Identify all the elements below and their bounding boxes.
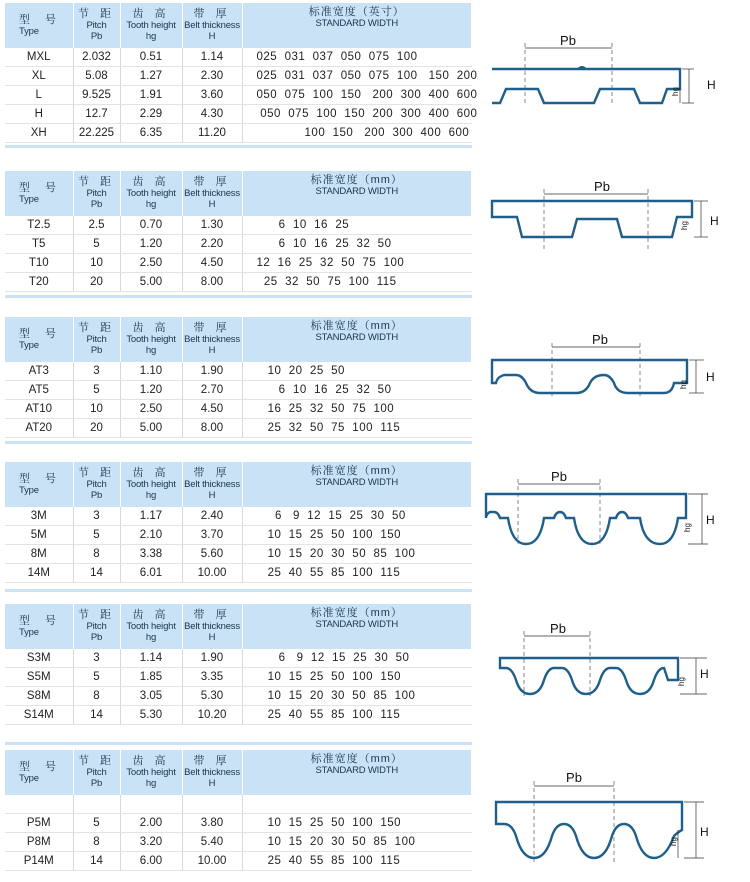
header-pitch: 节 距 Pitch Pb — [73, 462, 120, 507]
table-row: P14M 14 6.00 10.00 25 40 55 85 100 115 — [5, 852, 472, 871]
header-pitch: 节 距 Pitch Pb — [73, 3, 120, 48]
pitch-label: Pb — [551, 469, 567, 484]
spec-table-at — [5, 317, 472, 438]
table-row: AT20 20 5.00 8.00 25 32 50 75 100 115 — [5, 419, 472, 438]
table-row: MXL 2.032 0.51 1.14 025 031 037 050 075 100 — [5, 48, 472, 67]
header-thickness: 带 厚 Belt thickness H — [182, 317, 242, 362]
belt-profile-diagram-at — [482, 327, 722, 407]
tooth-label: hg — [679, 380, 688, 389]
header-type: 型 号 Type — [5, 317, 73, 362]
header-thickness: 带 厚 Belt thickness H — [182, 171, 242, 216]
table-row: XH 22.225 6.35 11.20 100 150 200 300 400 600 — [5, 124, 472, 143]
header-width: 标准宽度（英寸） STANDARD WIDTH — [242, 3, 472, 48]
spec-table-p — [5, 750, 472, 871]
table-row: T5 5 1.20 2.20 6 10 16 25 32 50 — [5, 235, 472, 254]
tooth-label: hg — [680, 221, 689, 230]
belt-profile-diagram-imperial — [482, 33, 722, 113]
section-divider — [5, 742, 472, 745]
table-row — [5, 795, 472, 814]
header-width: 标准宽度（mm） STANDARD WIDTH — [242, 750, 472, 795]
thickness-label: H — [710, 214, 719, 228]
table-row: AT5 5 1.20 2.70 6 10 16 25 32 50 — [5, 381, 472, 400]
section-divider — [5, 441, 472, 444]
pitch-label: Pb — [550, 621, 566, 636]
header-tooth: 齿 高 Tooth height hg — [120, 317, 182, 362]
header-thickness: 带 厚 Belt thickness H — [182, 462, 242, 507]
section-divider — [5, 589, 472, 592]
header-thickness: 带 厚 Belt thickness H — [182, 3, 242, 48]
belt-profile-diagram-p — [482, 762, 722, 872]
table-row: AT10 10 2.50 4.50 16 25 32 50 75 100 — [5, 400, 472, 419]
header-pitch: 节 距 Pitch Pb — [73, 317, 120, 362]
section-p — [0, 750, 750, 880]
section-s — [0, 604, 750, 732]
table-row: S5M 5 1.85 3.35 10 15 25 50 100 150 — [5, 668, 472, 687]
header-tooth: 齿 高 Tooth height hg — [120, 750, 182, 795]
table-row: XL 5.08 1.27 2.30 025 031 037 050 075 100 150 200 — [5, 67, 472, 86]
tooth-label: hg — [683, 523, 692, 532]
belt-profile-diagram-t — [482, 179, 722, 259]
header-pitch: 节 距 Pitch Pb — [73, 750, 120, 795]
tooth-label: hg — [671, 87, 680, 96]
header-width: 标准宽度（mm） STANDARD WIDTH — [242, 171, 472, 216]
table-row: S3M 3 1.14 1.90 6 9 12 15 25 30 50 — [5, 649, 472, 668]
tooth-label: hg — [669, 837, 678, 846]
header-width: 标准宽度（mm） STANDARD WIDTH — [242, 317, 472, 362]
table-row: P5M 5 2.00 3.80 10 15 25 50 100 150 — [5, 814, 472, 833]
table-row: S14M 14 5.30 10.20 25 40 55 85 100 115 — [5, 706, 472, 725]
spec-table-imperial — [5, 3, 478, 143]
table-row: P8M 8 3.20 5.40 10 15 20 30 50 85 100 — [5, 833, 472, 852]
table-row: T2.5 2.5 0.70 1.30 6 10 16 25 — [5, 216, 472, 235]
table-row: 14M 14 6.01 10.00 25 40 55 85 100 115 — [5, 564, 472, 583]
section-divider — [5, 145, 472, 148]
header-tooth: 齿 高 Tooth height hg — [120, 3, 182, 48]
table-row: 8M 8 3.38 5.60 10 15 20 30 50 85 100 — [5, 545, 472, 564]
thickness-label: H — [700, 667, 709, 681]
table-row: H 12.7 2.29 4.30 050 075 100 150 200 300 400 600 — [5, 105, 472, 124]
pitch-label: Pb — [560, 33, 576, 48]
section-imperial — [0, 3, 750, 153]
thickness-label: H — [706, 370, 715, 384]
spec-table-t — [5, 171, 472, 292]
thickness-label: H — [707, 78, 716, 92]
header-type: 型 号 Type — [5, 462, 73, 507]
header-tooth: 齿 高 Tooth height hg — [120, 462, 182, 507]
header-thickness: 带 厚 Belt thickness H — [182, 604, 242, 649]
header-width: 标准宽度（mm） STANDARD WIDTH — [242, 462, 472, 507]
spec-table-m — [5, 462, 472, 583]
pitch-label: Pb — [592, 332, 608, 347]
tooth-label: hg — [677, 677, 686, 686]
table-row: T20 20 5.00 8.00 25 32 50 75 100 115 — [5, 273, 472, 292]
section-t — [0, 171, 750, 296]
header-pitch: 节 距 Pitch Pb — [73, 171, 120, 216]
section-at — [0, 317, 750, 442]
header-type: 型 号 Type — [5, 604, 73, 649]
table-row: T10 10 2.50 4.50 12 16 25 32 50 75 100 — [5, 254, 472, 273]
header-type: 型 号 Type — [5, 171, 73, 216]
table-row: AT3 3 1.10 1.90 10 20 25 50 — [5, 362, 472, 381]
thickness-label: H — [700, 825, 709, 839]
section-m — [0, 462, 750, 590]
header-width: 标准宽度（mm） STANDARD WIDTH — [242, 604, 472, 649]
section-divider — [5, 295, 472, 298]
pitch-label: Pb — [566, 770, 582, 785]
belt-profile-diagram-m — [478, 462, 728, 552]
header-type: 型 号 Type — [5, 750, 73, 795]
header-tooth: 齿 高 Tooth height hg — [120, 604, 182, 649]
pitch-label: Pb — [594, 179, 610, 194]
header-thickness: 带 厚 Belt thickness H — [182, 750, 242, 795]
header-type: 型 号 Type — [5, 3, 73, 48]
belt-profile-diagram-s — [482, 618, 722, 708]
table-row: L 9.525 1.91 3.60 050 075 100 150 200 300 400 600 — [5, 86, 472, 105]
header-tooth: 齿 高 Tooth height hg — [120, 171, 182, 216]
thickness-label: H — [706, 513, 715, 527]
spec-table-s — [5, 604, 472, 725]
header-pitch: 节 距 Pitch Pb — [73, 604, 120, 649]
table-row: S8M 8 3.05 5.30 10 15 20 30 50 85 100 — [5, 687, 472, 706]
table-row: 5M 5 2.10 3.70 10 15 25 50 100 150 — [5, 526, 472, 545]
table-row: 3M 3 1.17 2.40 6 9 12 15 25 30 50 — [5, 507, 472, 526]
